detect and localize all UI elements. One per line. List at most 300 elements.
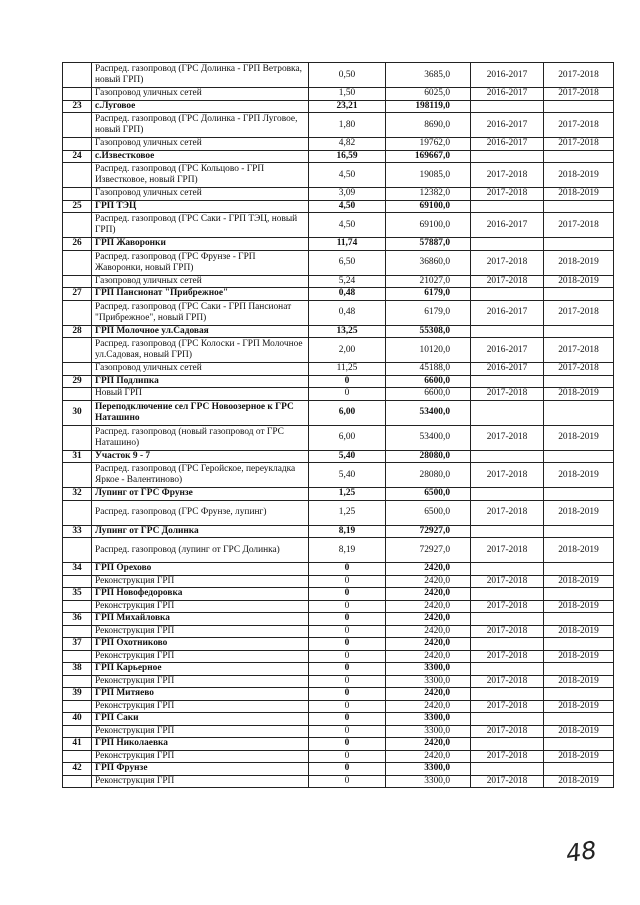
- table-row: [63, 575, 614, 588]
- row-number: 29: [63, 375, 92, 388]
- table-row-object: [63, 713, 614, 726]
- start-period: [471, 738, 544, 751]
- table-row-object: [63, 488, 614, 501]
- table-row: [63, 388, 614, 401]
- start-period: 2017-2018: [471, 675, 544, 688]
- cost-value: 21027,0: [386, 275, 471, 288]
- end-period: 2018-2019: [544, 250, 614, 275]
- row-number: 42: [63, 763, 92, 776]
- start-period: 2016-2017: [471, 363, 544, 376]
- length-km: 0: [309, 600, 386, 613]
- length-km: 0: [309, 575, 386, 588]
- start-period: [471, 200, 544, 213]
- row-number: [63, 625, 92, 638]
- length-km: 13,25: [309, 325, 386, 338]
- start-period: [471, 613, 544, 626]
- row-number: [63, 275, 92, 288]
- object-name: Газопровод уличных сетей: [92, 138, 309, 151]
- object-name: Реконструкция ГРП: [92, 650, 309, 663]
- start-period: 2017-2018: [471, 463, 544, 488]
- object-name: ГРП ТЭЦ: [92, 200, 309, 213]
- length-km: 3,09: [309, 188, 386, 201]
- cost-value: 6500,0: [386, 488, 471, 501]
- end-period: 2018-2019: [544, 463, 614, 488]
- start-period: [471, 150, 544, 163]
- cost-value: 2420,0: [386, 650, 471, 663]
- start-period: [471, 375, 544, 388]
- cost-value: 53400,0: [386, 400, 471, 425]
- object-name: Распред. газопровод (ГРС Саки - ГРП ТЭЦ, новый ГРП): [92, 213, 309, 238]
- length-km: 23,21: [309, 100, 386, 113]
- row-number: [63, 113, 92, 138]
- start-period: [471, 763, 544, 776]
- row-number: [63, 600, 92, 613]
- table-row: [63, 188, 614, 201]
- object-name: Распред. газопровод (ГРС Фрунзе, лупинг): [92, 500, 309, 525]
- length-km: 11,74: [309, 238, 386, 251]
- object-name: Распред. газопровод (ГРС Геройское, переукладка Яркое - Валентиново): [92, 463, 309, 488]
- table-row-object: [63, 563, 614, 576]
- table-row: [63, 213, 614, 238]
- object-name: Реконструкция ГРП: [92, 775, 309, 788]
- cost-value: 2420,0: [386, 563, 471, 576]
- table-row: [63, 338, 614, 363]
- start-period: [471, 325, 544, 338]
- object-name: Реконструкция ГРП: [92, 575, 309, 588]
- table-row: [63, 425, 614, 450]
- end-period: [544, 150, 614, 163]
- length-km: 5,40: [309, 463, 386, 488]
- row-number: 37: [63, 638, 92, 651]
- row-number: [63, 163, 92, 188]
- gas-pipeline-table: [62, 62, 614, 788]
- cost-value: 55308,0: [386, 325, 471, 338]
- cost-value: 10120,0: [386, 338, 471, 363]
- length-km: 5,24: [309, 275, 386, 288]
- table-row-object: [63, 200, 614, 213]
- object-name: Новый ГРП: [92, 388, 309, 401]
- start-period: 2017-2018: [471, 725, 544, 738]
- start-period: 2017-2018: [471, 538, 544, 563]
- cost-value: 3300,0: [386, 713, 471, 726]
- table-row: [63, 363, 614, 376]
- cost-value: 45188,0: [386, 363, 471, 376]
- object-name: Реконструкция ГРП: [92, 700, 309, 713]
- start-period: [471, 588, 544, 601]
- row-number: 28: [63, 325, 92, 338]
- length-km: 0: [309, 725, 386, 738]
- table-row: [63, 538, 614, 563]
- table-row: [63, 700, 614, 713]
- start-period: 2016-2017: [471, 300, 544, 325]
- row-number: [63, 250, 92, 275]
- row-number: [63, 425, 92, 450]
- row-number: [63, 213, 92, 238]
- table-row-object: [63, 663, 614, 676]
- object-name: ГРП Подлипка: [92, 375, 309, 388]
- length-km: 1,25: [309, 488, 386, 501]
- row-number: [63, 500, 92, 525]
- length-km: 0: [309, 650, 386, 663]
- start-period: [471, 688, 544, 701]
- end-period: 2018-2019: [544, 650, 614, 663]
- object-name: ГРП Митяево: [92, 688, 309, 701]
- end-period: [544, 238, 614, 251]
- table-row-object: [63, 400, 614, 425]
- object-name: ГРП Новофедоровка: [92, 588, 309, 601]
- object-name: ГРП Молочное ул.Садовая: [92, 325, 309, 338]
- object-name: Газопровод уличных сетей: [92, 275, 309, 288]
- object-name: ГРП Орехово: [92, 563, 309, 576]
- end-period: 2018-2019: [544, 500, 614, 525]
- start-period: [471, 400, 544, 425]
- start-period: 2017-2018: [471, 500, 544, 525]
- start-period: [471, 525, 544, 538]
- start-period: 2017-2018: [471, 775, 544, 788]
- cost-value: 69100,0: [386, 213, 471, 238]
- length-km: 8,19: [309, 525, 386, 538]
- length-km: 4,82: [309, 138, 386, 151]
- start-period: 2017-2018: [471, 388, 544, 401]
- table-row-object: [63, 100, 614, 113]
- length-km: 4,50: [309, 213, 386, 238]
- object-name: Распред. газопровод (ГРС Кольцово - ГРП Известковое, новый ГРП): [92, 163, 309, 188]
- cost-value: 6600,0: [386, 375, 471, 388]
- end-period: [544, 763, 614, 776]
- end-period: [544, 100, 614, 113]
- table-row: [63, 300, 614, 325]
- length-km: 0: [309, 663, 386, 676]
- end-period: 2018-2019: [544, 163, 614, 188]
- length-km: 1,25: [309, 500, 386, 525]
- row-number: 36: [63, 613, 92, 626]
- cost-value: 19085,0: [386, 163, 471, 188]
- row-number: 26: [63, 238, 92, 251]
- row-number: [63, 650, 92, 663]
- end-period: 2018-2019: [544, 575, 614, 588]
- cost-value: 8690,0: [386, 113, 471, 138]
- table-row: [63, 600, 614, 613]
- length-km: 0: [309, 563, 386, 576]
- object-name: ГРП Жаворонки: [92, 238, 309, 251]
- cost-value: 72927,0: [386, 538, 471, 563]
- cost-value: 2420,0: [386, 600, 471, 613]
- object-name: Переподключение сел ГРС Новоозерное к ГРС Наташино: [92, 400, 309, 425]
- end-period: [544, 525, 614, 538]
- end-period: 2018-2019: [544, 538, 614, 563]
- start-period: 2017-2018: [471, 425, 544, 450]
- object-name: Лупинг от ГРС Долинка: [92, 525, 309, 538]
- object-name: Распред. газопровод (ГРС Колоски - ГРП Молочное ул.Садовая, новый ГРП): [92, 338, 309, 363]
- object-name: Распред. газопровод (лупинг от ГРС Долинка): [92, 538, 309, 563]
- row-number: [63, 725, 92, 738]
- row-number: 24: [63, 150, 92, 163]
- length-km: 0,50: [309, 63, 386, 88]
- object-name: ГРП Фрунзе: [92, 763, 309, 776]
- end-period: 2018-2019: [544, 425, 614, 450]
- end-period: [544, 638, 614, 651]
- row-number: [63, 338, 92, 363]
- table-row: [63, 250, 614, 275]
- end-period: [544, 450, 614, 463]
- cost-value: 2420,0: [386, 750, 471, 763]
- start-period: 2017-2018: [471, 250, 544, 275]
- object-name: с.Известковое: [92, 150, 309, 163]
- object-name: Газопровод уличных сетей: [92, 363, 309, 376]
- length-km: 5,40: [309, 450, 386, 463]
- start-period: 2017-2018: [471, 275, 544, 288]
- row-number: 27: [63, 288, 92, 301]
- length-km: 0: [309, 738, 386, 751]
- length-km: 0: [309, 625, 386, 638]
- row-number: 40: [63, 713, 92, 726]
- cost-value: 6179,0: [386, 288, 471, 301]
- row-number: [63, 388, 92, 401]
- length-km: 8,19: [309, 538, 386, 563]
- table-row: [63, 675, 614, 688]
- table-row: [63, 88, 614, 101]
- table-row-object: [63, 638, 614, 651]
- length-km: 0: [309, 763, 386, 776]
- cost-value: 2420,0: [386, 738, 471, 751]
- table-row-object: [63, 288, 614, 301]
- start-period: [471, 488, 544, 501]
- start-period: [471, 450, 544, 463]
- start-period: 2016-2017: [471, 338, 544, 363]
- cost-value: 6179,0: [386, 300, 471, 325]
- object-name: Лупинг от ГРС Фрунзе: [92, 488, 309, 501]
- length-km: 0: [309, 750, 386, 763]
- table-row: [63, 650, 614, 663]
- length-km: 0: [309, 375, 386, 388]
- start-period: [471, 238, 544, 251]
- row-number: 38: [63, 663, 92, 676]
- length-km: 6,00: [309, 400, 386, 425]
- table-row: [63, 725, 614, 738]
- start-period: [471, 563, 544, 576]
- object-name: Реконструкция ГРП: [92, 600, 309, 613]
- cost-value: 3685,0: [386, 63, 471, 88]
- length-km: 0: [309, 688, 386, 701]
- cost-value: 6600,0: [386, 388, 471, 401]
- object-name: Распред. газопровод (ГРС Саки - ГРП Пансионат "Прибрежное", новый ГРП): [92, 300, 309, 325]
- table-row-object: [63, 613, 614, 626]
- object-name: Распред. газопровод (ГРС Долинка - ГРП Луговое, новый ГРП): [92, 113, 309, 138]
- page-mark: 48: [564, 836, 599, 868]
- start-period: 2017-2018: [471, 650, 544, 663]
- start-period: [471, 663, 544, 676]
- start-period: 2017-2018: [471, 575, 544, 588]
- table-row-object: [63, 738, 614, 751]
- cost-value: 57887,0: [386, 238, 471, 251]
- end-period: 2017-2018: [544, 63, 614, 88]
- cost-value: 28080,0: [386, 450, 471, 463]
- object-name: Распред. газопровод (новый газопровод от ГРС Наташино): [92, 425, 309, 450]
- end-period: [544, 288, 614, 301]
- cost-value: 3300,0: [386, 675, 471, 688]
- table-row: [63, 275, 614, 288]
- start-period: 2017-2018: [471, 163, 544, 188]
- row-number: 32: [63, 488, 92, 501]
- table-row-object: [63, 525, 614, 538]
- row-number: 34: [63, 563, 92, 576]
- row-number: [63, 88, 92, 101]
- table-body: [63, 63, 614, 788]
- length-km: 0,48: [309, 288, 386, 301]
- start-period: 2017-2018: [471, 750, 544, 763]
- start-period: 2017-2018: [471, 188, 544, 201]
- table-row-object: [63, 763, 614, 776]
- object-name: Распред. газопровод (ГРС Фрунзе - ГРП Жаворонки, новый ГРП): [92, 250, 309, 275]
- length-km: 6,50: [309, 250, 386, 275]
- length-km: 0: [309, 713, 386, 726]
- cost-value: 2420,0: [386, 575, 471, 588]
- end-period: 2018-2019: [544, 750, 614, 763]
- end-period: [544, 200, 614, 213]
- end-period: [544, 738, 614, 751]
- end-period: 2018-2019: [544, 700, 614, 713]
- object-name: ГРП Карьерное: [92, 663, 309, 676]
- table-row: [63, 500, 614, 525]
- table-row-object: [63, 450, 614, 463]
- cost-value: 2420,0: [386, 688, 471, 701]
- end-period: 2018-2019: [544, 775, 614, 788]
- row-number: 31: [63, 450, 92, 463]
- table-row-object: [63, 325, 614, 338]
- object-name: ГРП Михайловка: [92, 613, 309, 626]
- start-period: 2016-2017: [471, 213, 544, 238]
- start-period: 2017-2018: [471, 600, 544, 613]
- row-number: 25: [63, 200, 92, 213]
- end-period: 2018-2019: [544, 388, 614, 401]
- end-period: [544, 588, 614, 601]
- start-period: [471, 638, 544, 651]
- object-name: ГРП Охотниково: [92, 638, 309, 651]
- table-row-object: [63, 150, 614, 163]
- end-period: 2017-2018: [544, 113, 614, 138]
- cost-value: 19762,0: [386, 138, 471, 151]
- length-km: 0: [309, 638, 386, 651]
- row-number: [63, 463, 92, 488]
- start-period: [471, 713, 544, 726]
- end-period: 2018-2019: [544, 600, 614, 613]
- row-number: 23: [63, 100, 92, 113]
- row-number: [63, 538, 92, 563]
- row-number: [63, 750, 92, 763]
- object-name: Газопровод уличных сетей: [92, 88, 309, 101]
- row-number: [63, 138, 92, 151]
- cost-value: 2420,0: [386, 625, 471, 638]
- row-number: [63, 775, 92, 788]
- end-period: 2017-2018: [544, 338, 614, 363]
- end-period: 2017-2018: [544, 88, 614, 101]
- length-km: 16,59: [309, 150, 386, 163]
- cost-value: 2420,0: [386, 638, 471, 651]
- cost-value: 2420,0: [386, 700, 471, 713]
- object-name: Реконструкция ГРП: [92, 750, 309, 763]
- table-row-object: [63, 238, 614, 251]
- cost-value: 36860,0: [386, 250, 471, 275]
- table-row-object: [63, 375, 614, 388]
- cost-value: 3300,0: [386, 663, 471, 676]
- length-km: 0,48: [309, 300, 386, 325]
- table-row: [63, 750, 614, 763]
- length-km: 1,80: [309, 113, 386, 138]
- length-km: 0: [309, 675, 386, 688]
- row-number: 33: [63, 525, 92, 538]
- row-number: [63, 675, 92, 688]
- start-period: 2017-2018: [471, 625, 544, 638]
- object-name: ГРП Пансионат "Прибрежное": [92, 288, 309, 301]
- start-period: 2016-2017: [471, 88, 544, 101]
- table-row: [63, 625, 614, 638]
- cost-value: 3300,0: [386, 775, 471, 788]
- end-period: 2017-2018: [544, 363, 614, 376]
- row-number: 41: [63, 738, 92, 751]
- length-km: 11,25: [309, 363, 386, 376]
- object-name: Газопровод уличных сетей: [92, 188, 309, 201]
- end-period: 2018-2019: [544, 675, 614, 688]
- table-row: [63, 463, 614, 488]
- length-km: 0: [309, 700, 386, 713]
- object-name: ГРП Николаевка: [92, 738, 309, 751]
- cost-value: 6500,0: [386, 500, 471, 525]
- cost-value: 198119,0: [386, 100, 471, 113]
- start-period: [471, 288, 544, 301]
- length-km: 2,00: [309, 338, 386, 363]
- row-number: [63, 700, 92, 713]
- start-period: 2016-2017: [471, 113, 544, 138]
- table-row-object: [63, 688, 614, 701]
- row-number: [63, 300, 92, 325]
- object-name: Реконструкция ГРП: [92, 625, 309, 638]
- end-period: 2017-2018: [544, 300, 614, 325]
- row-number: [63, 188, 92, 201]
- end-period: [544, 563, 614, 576]
- table-row: [63, 63, 614, 88]
- row-number: 39: [63, 688, 92, 701]
- end-period: 2018-2019: [544, 725, 614, 738]
- end-period: 2017-2018: [544, 138, 614, 151]
- cost-value: 72927,0: [386, 525, 471, 538]
- length-km: 1,50: [309, 88, 386, 101]
- object-name: Распред. газопровод (ГРС Долинка - ГРП Ветровка, новый ГРП): [92, 63, 309, 88]
- end-period: [544, 613, 614, 626]
- end-period: [544, 713, 614, 726]
- object-name: ГРП Саки: [92, 713, 309, 726]
- cost-value: 53400,0: [386, 425, 471, 450]
- object-name: Реконструкция ГРП: [92, 725, 309, 738]
- cost-value: 3300,0: [386, 725, 471, 738]
- length-km: 0: [309, 613, 386, 626]
- end-period: 2017-2018: [544, 213, 614, 238]
- length-km: 0: [309, 588, 386, 601]
- start-period: [471, 100, 544, 113]
- object-name: с.Луговое: [92, 100, 309, 113]
- end-period: 2018-2019: [544, 188, 614, 201]
- cost-value: 69100,0: [386, 200, 471, 213]
- row-number: 35: [63, 588, 92, 601]
- end-period: [544, 688, 614, 701]
- table-row: [63, 113, 614, 138]
- end-period: 2018-2019: [544, 625, 614, 638]
- length-km: 6,00: [309, 425, 386, 450]
- row-number: 30: [63, 400, 92, 425]
- length-km: 4,50: [309, 200, 386, 213]
- row-number: [63, 575, 92, 588]
- start-period: 2016-2017: [471, 138, 544, 151]
- table-row: [63, 775, 614, 788]
